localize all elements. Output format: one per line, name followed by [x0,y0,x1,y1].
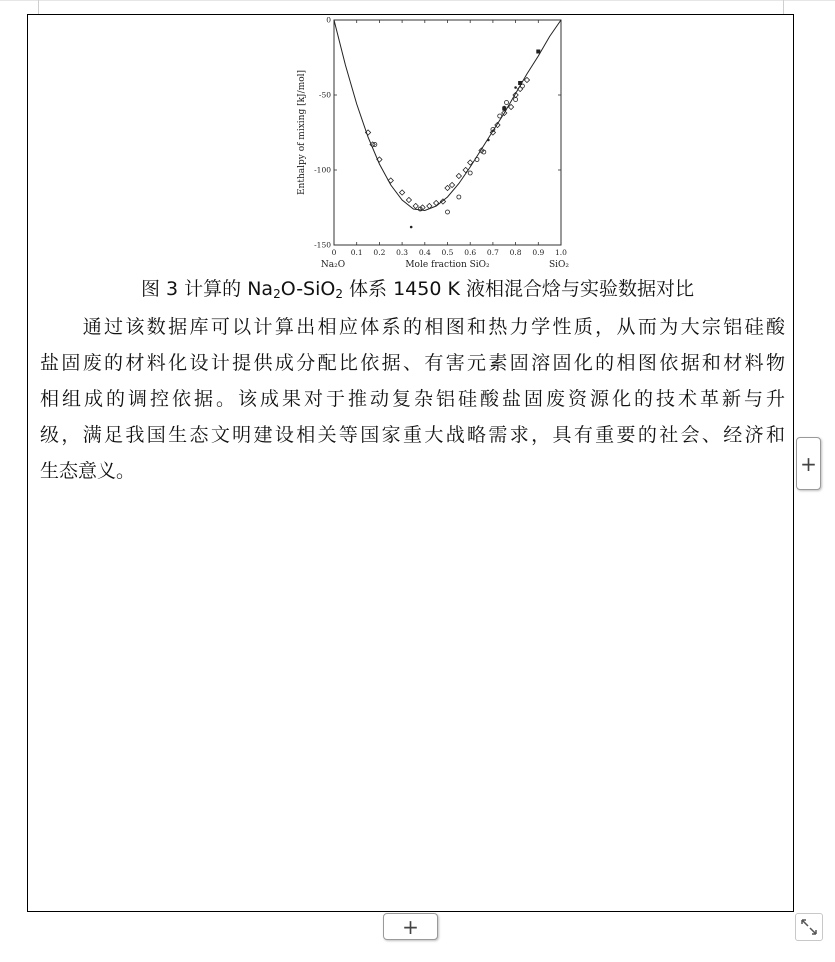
x-tick-label: 0.1 [350,248,363,257]
data-point-circle [457,195,461,199]
x-tick-label: 0.7 [486,248,499,257]
caption-formula-o-si: O-SiO [280,278,336,300]
data-point-diamond [400,190,405,195]
y-tick-label: -100 [314,165,331,175]
data-point-square [518,81,522,85]
data-point-diamond [456,173,461,178]
data-point-circle [498,114,502,118]
enthalpy-chart-figure [288,12,578,277]
data-point-circle [468,171,472,175]
data-point-diamond [413,203,418,208]
data-point-diamond [445,185,450,190]
x-tick-label: 1.0 [555,248,567,257]
caption-formula-si-subscript: 2 [335,287,343,301]
y-tick-label: -50 [318,90,331,100]
paragraph-line: 生态意义。 [40,460,136,482]
data-point-star [487,139,490,142]
x-tick-label: 0.5 [441,248,454,257]
y-tick-label: 0 [326,15,331,25]
page-top-edge [0,0,835,1]
caption-formula-na: Na [247,278,274,300]
y-tick-label: -150 [314,240,331,250]
x-tick-label: 0.2 [373,248,386,257]
data-point-diamond [524,77,529,82]
x-right-end-label: SiO₂ [548,260,570,270]
enthalpy-chart [288,12,578,277]
data-point-star [514,86,517,89]
plus-icon: + [800,451,817,476]
figure-caption [0,276,835,302]
plus-icon: + [402,914,419,939]
data-point-star [410,226,413,229]
data-point-circle [505,101,509,105]
x-tick-label: 0.8 [509,248,522,257]
page-corner-mark-left [38,0,39,14]
x-tick-label: 0.4 [418,248,431,257]
x-tick-label: 0.9 [532,248,545,257]
paragraph-line: 相组成的调控依据。该成果对于推动复杂铝硅酸盐固废资源化的技术革新与升 [40,388,785,410]
x-tick-label: 0 [331,248,337,257]
caption-prefix: 图 3 计算的 [141,278,248,300]
data-point-circle [475,158,479,162]
plot-frame [334,20,561,245]
data-point-square [536,50,540,54]
model-curve [334,20,561,211]
data-point-diamond [406,197,411,202]
x-left-end-label: Na₂O [320,260,346,270]
paragraph-line: 通过该数据库可以计算出相应体系的相图和热力学性质，从而为大宗铝硅酸 [40,316,785,338]
data-point-square [502,107,506,111]
data-point-diamond [449,182,454,187]
data-point-circle [446,210,450,214]
add-row-button[interactable] [383,913,438,940]
add-column-button[interactable] [796,437,821,490]
paragraph-line: 盐固废的材料化设计提供成分配比依据、有害元素固溶固化的相图依据和材料物 [40,352,785,374]
page-corner-mark-right [783,0,784,14]
x-tick-label: 0.3 [396,248,409,257]
caption-suffix: 体系 1450 K 液相混合焓与实验数据对比 [343,278,694,300]
expand-button[interactable] [795,913,823,941]
x-axis-label: Mole fraction SiO₂ [405,260,490,270]
body-paragraph[interactable] [40,309,785,489]
caption-formula-na-subscript: 2 [273,287,281,301]
paragraph-line: 级，满足我国生态文明建设相关等国家重大战略需求，具有重要的社会、经济和 [40,424,785,446]
y-axis-label: Enthalpy of mixing [kJ/mol] [297,69,307,196]
x-tick-label: 0.6 [464,248,477,257]
expand-arrows-icon [796,914,822,940]
